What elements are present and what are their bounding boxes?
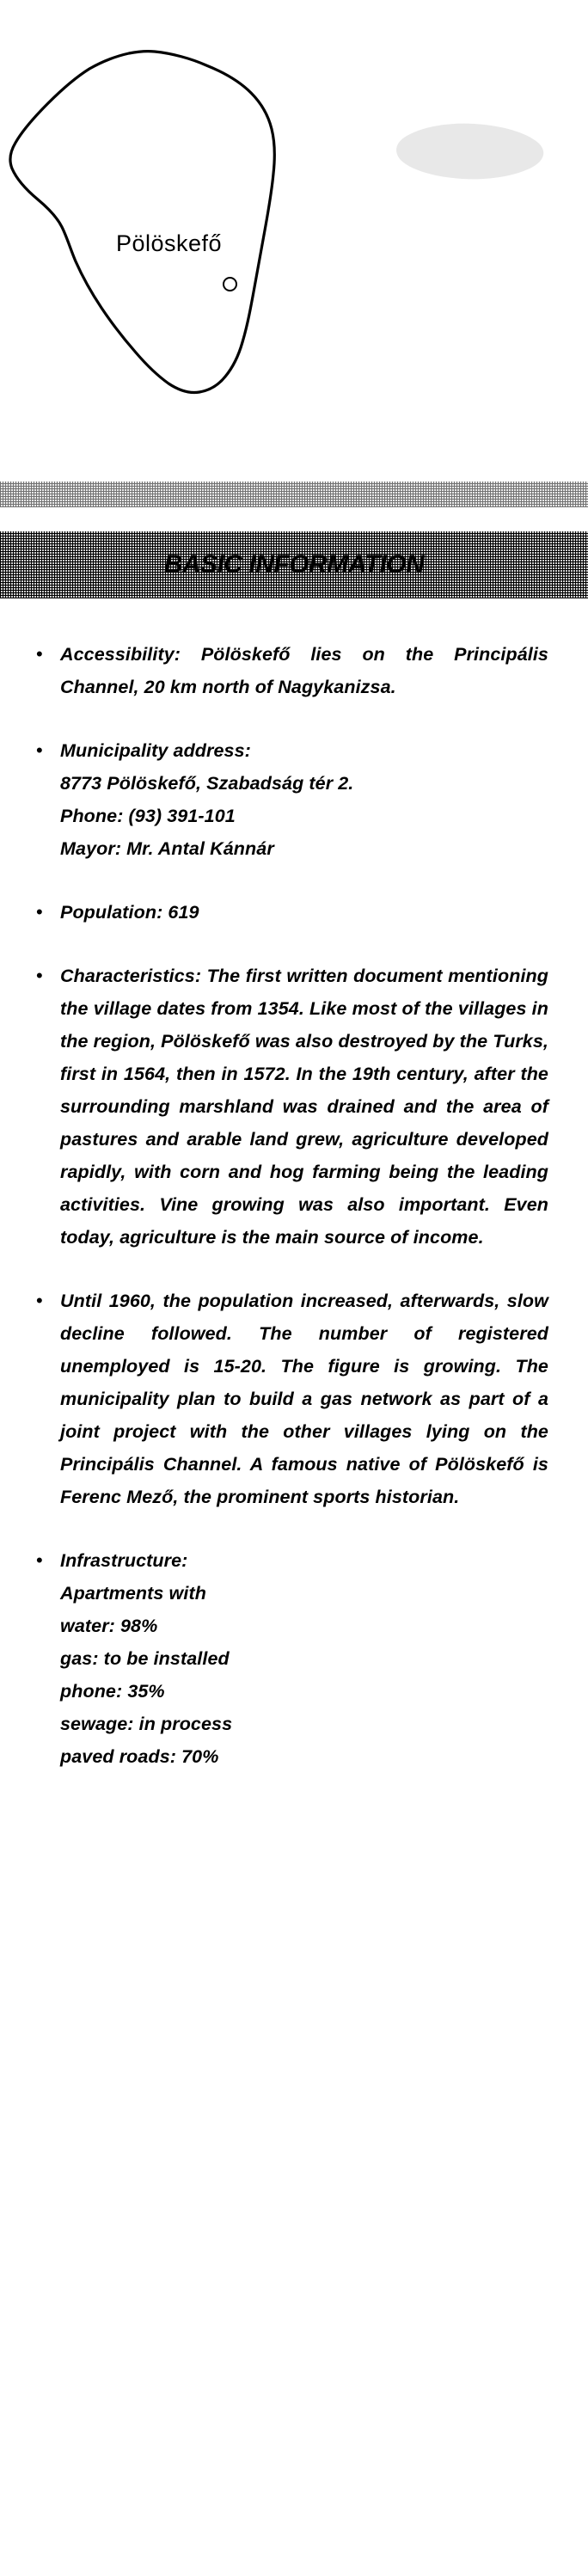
infrastructure-apartments: Apartments with	[60, 1583, 206, 1604]
list-item-municipality-address	[31, 734, 548, 865]
map-outline-svg	[0, 0, 588, 481]
spacer-top	[0, 507, 588, 531]
bullet-icon: •	[36, 1549, 43, 1571]
infrastructure-phone: phone: 35%	[60, 1681, 165, 1702]
list-item-infrastructure	[31, 1544, 548, 1773]
population-trends-text: Until 1960, the population increased, afterwards, slow decline followed. The number of registered unemployed is 15-20. The figure is growing. The municipality plan to build a gas network as part of a joint project with the other villages lying on the Principális Channel. A famous native of Pölöskefő is Ferenc Mező, the prominent sports historian.	[60, 1291, 548, 1507]
bullet-icon: •	[36, 965, 43, 986]
map-village-label: Pölöskefő	[116, 230, 223, 256]
infrastructure-paved-roads: paved roads: 70%	[60, 1746, 219, 1767]
section-title-bar	[0, 531, 588, 598]
address-label: Municipality address:	[60, 740, 251, 761]
infrastructure-water: water: 98%	[60, 1616, 158, 1636]
decorative-band-top	[0, 481, 588, 507]
address-street: 8773 Pölöskefő, Szabadság tér 2.	[60, 773, 354, 794]
content-body	[0, 598, 588, 1773]
infrastructure-block	[60, 1544, 548, 1773]
list-item-accessibility	[31, 638, 548, 703]
bullet-icon: •	[36, 739, 43, 761]
infrastructure-gas: gas: to be installed	[60, 1648, 230, 1669]
municipality-address-block	[60, 734, 548, 865]
infrastructure-sewage: sewage: in process	[60, 1714, 233, 1734]
population-text: Population: 619	[60, 902, 199, 923]
list-item-population-trends	[31, 1285, 548, 1513]
infrastructure-label: Infrastructure:	[60, 1550, 188, 1571]
characteristics-text: Characteristics: The first written document mentioning the village dates from 1354. Like most of the villages in the region, Pölöskefő was also destroyed by the Turks, first in 1564, then in 1572. In the 19th century, after the surrounding marshland was drained and the area of pastures and arable land grew, agriculture developed rapidly, with corn and hog farming being the leading activities. Vine growing was also important. Even today, agriculture is the main source of income.	[60, 966, 548, 1248]
list-item-characteristics	[31, 960, 548, 1254]
page-title: BASIC INFORMATION	[163, 550, 425, 579]
bullet-icon: •	[36, 901, 43, 923]
village-map	[0, 0, 588, 481]
list-item-population	[31, 896, 548, 929]
map-location-dot	[223, 277, 237, 291]
bullet-icon: •	[36, 643, 43, 665]
accessibility-text: Accessibility: Pölöskefő lies on the Principális Channel, 20 km north of Nagykanizsa.	[60, 644, 548, 697]
address-mayor: Mayor: Mr. Antal Kánnár	[60, 838, 274, 859]
address-phone: Phone: (93) 391-101	[60, 806, 236, 826]
bullet-icon: •	[36, 1290, 43, 1311]
